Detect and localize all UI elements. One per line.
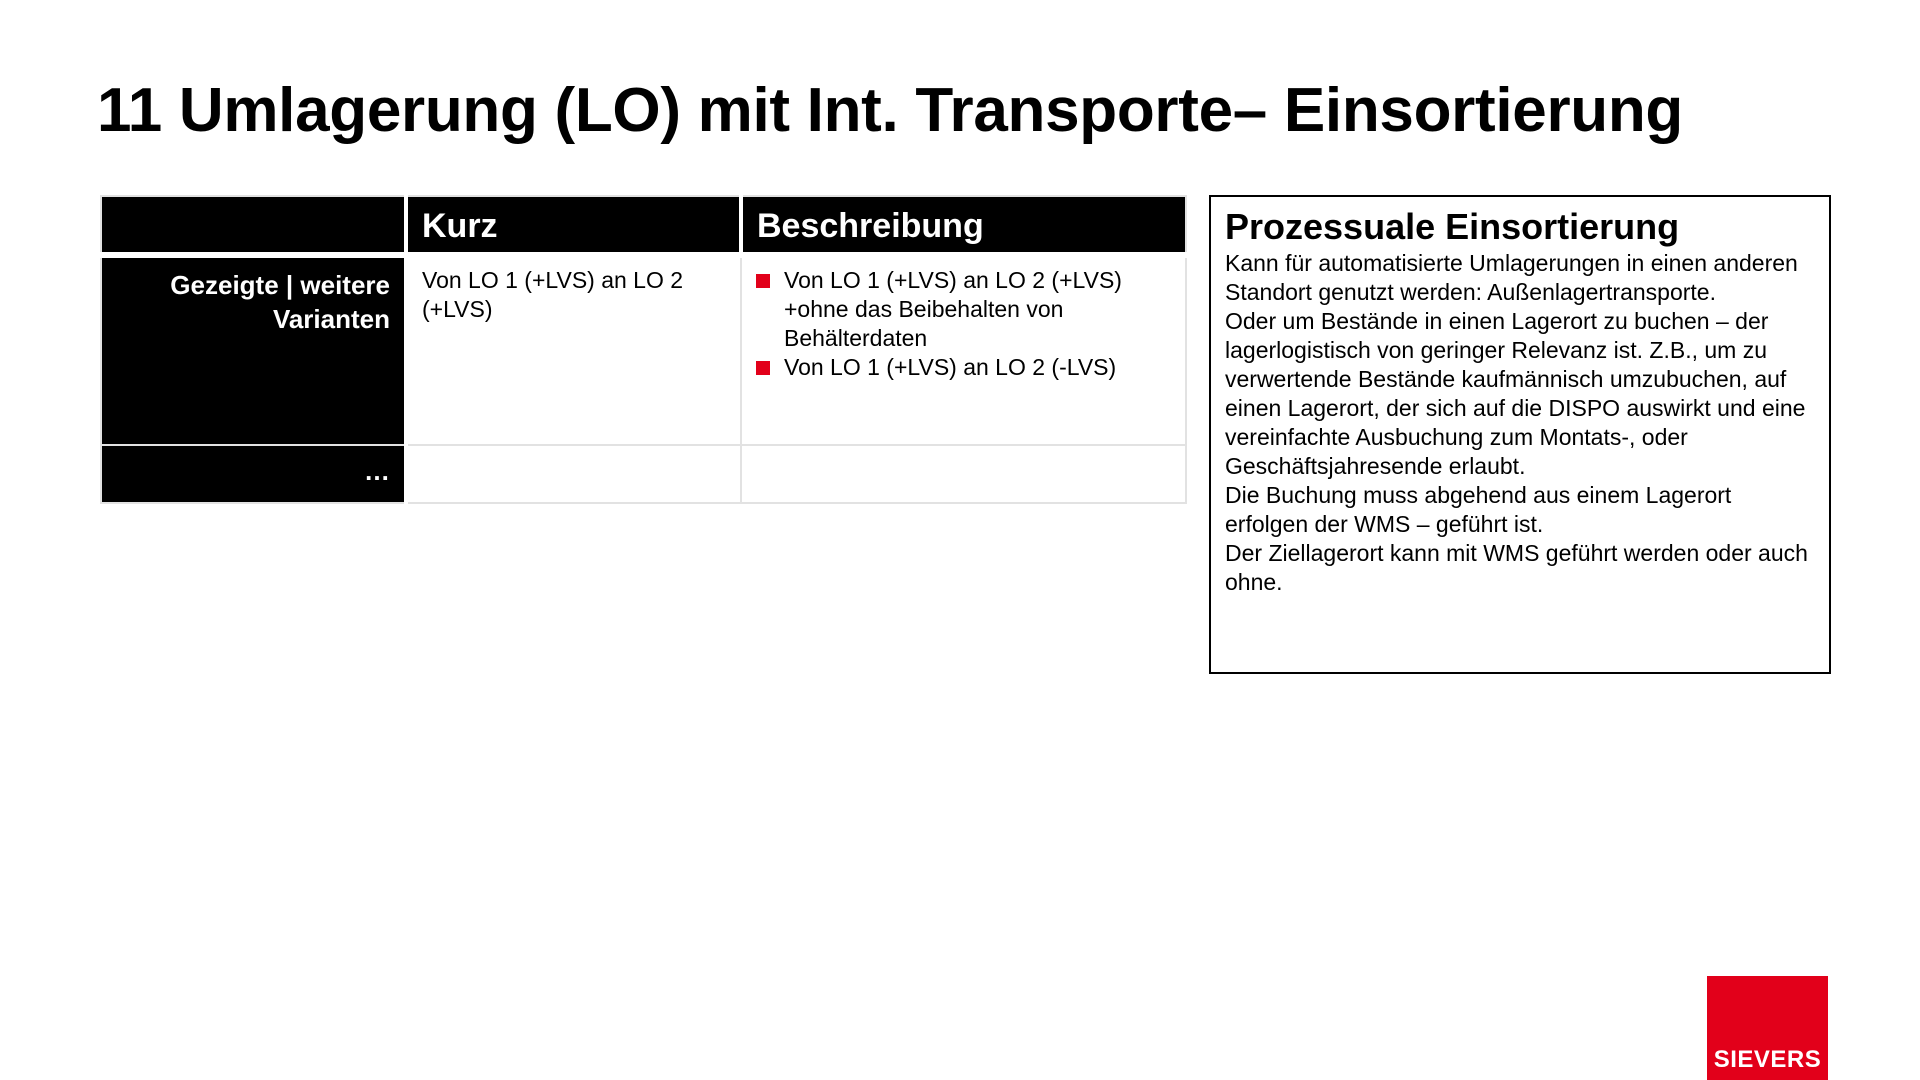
bullet-text: Von LO 1 (+LVS) an LO 2 (-LVS) [784, 354, 1117, 380]
table-cell-beschreibung [741, 255, 1186, 445]
bullet-text: Von LO 1 (+LVS) an LO 2 (+LVS) +ohne das Beibehalten von Behälterdaten [784, 267, 1122, 351]
info-box [1209, 195, 1831, 674]
slide-title: 11 Umlagerung (LO) mit Int. Transporte– Einsortierung [97, 76, 1683, 145]
red-square-bullet-icon [756, 361, 770, 375]
table-cell-kurz [406, 445, 741, 503]
beschreibung-bullet-list [756, 266, 1171, 382]
table-cell-beschreibung [741, 445, 1186, 503]
info-box-body [1225, 249, 1815, 597]
table-header-beschreibung: Beschreibung [741, 196, 1186, 255]
table-row-label: … [101, 445, 406, 503]
table-row [101, 445, 1186, 503]
sievers-logo [1707, 976, 1828, 1080]
table-row-label: Gezeigte | weitere Varianten [101, 255, 406, 445]
table-row [101, 255, 1186, 445]
info-box-title: Prozessuale Einsortierung [1225, 206, 1680, 247]
bullet-item [756, 353, 1171, 382]
red-square-bullet-icon [756, 274, 770, 288]
table-header-row [101, 196, 1186, 255]
info-paragraph: Kann für automatisierte Umlagerungen in einen anderen Standort genutzt werden: Außenlagertransporte. [1225, 250, 1798, 305]
variants-table [100, 195, 1187, 504]
table-header-corner [101, 196, 406, 255]
info-paragraph: Der Ziellagerort kann mit WMS geführt werden oder auch ohne. [1225, 540, 1808, 595]
info-paragraph: Oder um Bestände in einen Lagerort zu buchen – der lagerlogistisch von geringer Relevanz ist. Z.B., um zu verwertende Bestände kaufmännisch umzubuchen, auf einen Lagerort, der sich auf die DISPO auswirkt und eine vereinfachte Ausbuchung zum Montats-, oder Geschäftsjahresende erlaubt. [1225, 308, 1806, 479]
logo-text: SIEVERS [1713, 1046, 1822, 1073]
info-paragraph: Die Buchung muss abgehend aus einem Lagerort erfolgen der WMS – geführt ist. [1225, 482, 1732, 537]
table-header-kurz: Kurz [406, 196, 741, 255]
table-cell-kurz: Von LO 1 (+LVS) an LO 2 (+LVS) [406, 255, 741, 445]
bullet-item [756, 266, 1171, 353]
